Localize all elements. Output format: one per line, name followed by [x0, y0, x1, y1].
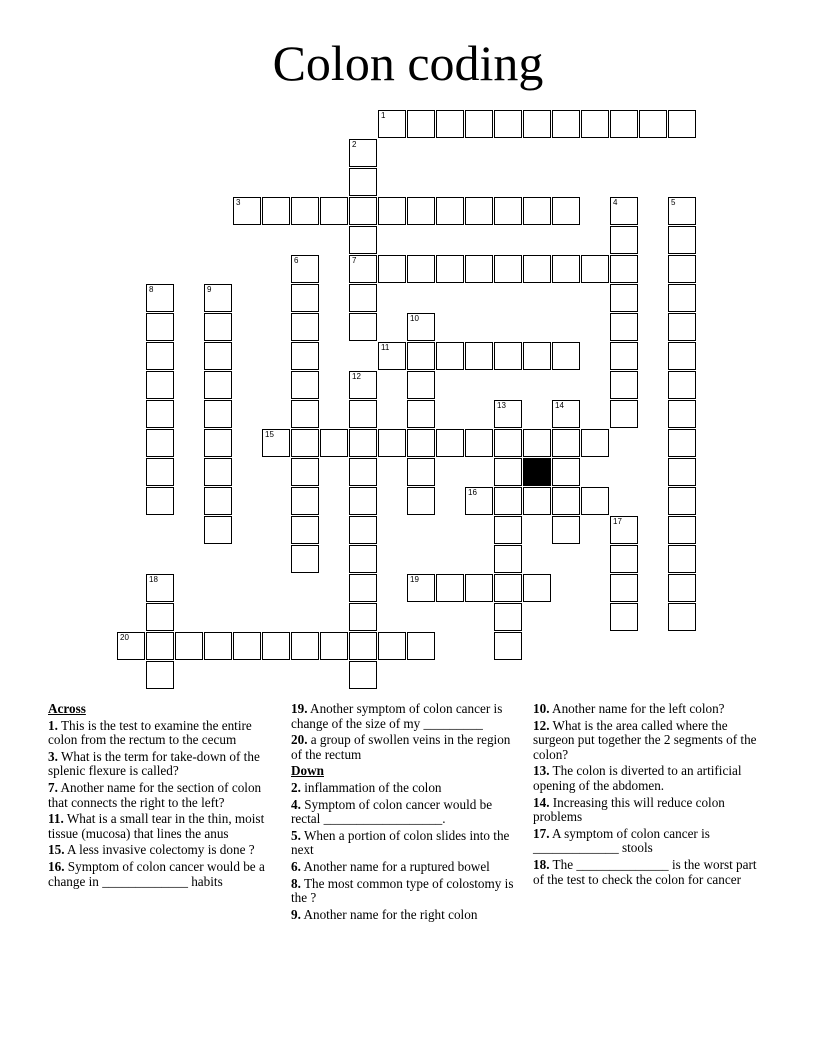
grid-cell[interactable]: [349, 313, 377, 341]
grid-cell[interactable]: [523, 255, 551, 283]
grid-cell[interactable]: [494, 197, 522, 225]
clue-item: [48, 781, 280, 810]
down-clue-list: [291, 781, 523, 922]
grid-cell[interactable]: [291, 313, 319, 341]
clue-item-number: 8.: [291, 875, 301, 891]
clue-item-text: The ______________ is the worst part of the test to check the colon for cancer: [533, 856, 757, 887]
grid-cell[interactable]: [378, 632, 406, 660]
grid-cell[interactable]: [494, 342, 522, 370]
grid-cell[interactable]: [146, 342, 174, 370]
grid-cell[interactable]: [378, 197, 406, 225]
grid-cell[interactable]: [407, 487, 435, 515]
clue-column-1: [48, 702, 280, 891]
clue-item-number: 1.: [48, 717, 58, 733]
clue-number: 18: [149, 575, 158, 584]
grid-cell[interactable]: [494, 429, 522, 457]
grid-cell[interactable]: [378, 110, 406, 138]
grid-cell[interactable]: [291, 342, 319, 370]
grid-cell[interactable]: [146, 603, 174, 631]
grid-cell[interactable]: [349, 197, 377, 225]
grid-cell[interactable]: [436, 110, 464, 138]
clue-item-text: The colon is diverted to an artificial opening of the abdomen.: [533, 763, 742, 793]
clue-item: [533, 796, 765, 825]
clue-item-text: Another name for the left colon?: [549, 701, 725, 716]
clue-item: [48, 812, 280, 841]
grid-cell[interactable]: [146, 574, 174, 602]
grid-cell[interactable]: [349, 632, 377, 660]
grid-cell[interactable]: [146, 487, 174, 515]
grid-cell[interactable]: [668, 313, 696, 341]
black-cell: [523, 458, 551, 486]
grid-cell[interactable]: [639, 110, 667, 138]
grid-cell[interactable]: [668, 371, 696, 399]
clue-item-number: 11.: [48, 811, 64, 827]
clue-item: [291, 908, 523, 923]
grid-cell[interactable]: [494, 110, 522, 138]
clue-number: 2: [352, 140, 357, 149]
clue-item-text: A less invasive colectomy is done ?: [64, 842, 255, 858]
grid-cell[interactable]: [320, 429, 348, 457]
clue-item: [291, 829, 523, 858]
clue-number: 9: [207, 285, 212, 294]
grid-cell[interactable]: [407, 400, 435, 428]
grid-cell[interactable]: [349, 487, 377, 515]
across-clue-list: [48, 719, 280, 890]
grid-cell[interactable]: [494, 574, 522, 602]
grid-cell[interactable]: [146, 429, 174, 457]
grid-cell[interactable]: [204, 400, 232, 428]
grid-cell[interactable]: [581, 255, 609, 283]
clue-item-number: 18.: [533, 856, 550, 872]
grid-cell[interactable]: [262, 632, 290, 660]
grid-cell[interactable]: [349, 603, 377, 631]
grid-cell[interactable]: [465, 487, 493, 515]
grid-cell[interactable]: [146, 371, 174, 399]
grid-cell[interactable]: [349, 545, 377, 573]
clue-item: [291, 781, 523, 796]
clue-item-number: 2.: [291, 779, 301, 795]
clue-number: 4: [613, 198, 618, 207]
grid-cell[interactable]: [407, 255, 435, 283]
clue-item-number: 13.: [533, 763, 550, 779]
grid-cell[interactable]: [349, 168, 377, 196]
clue-item-text: Another name for the section of colon that connects the right to the left?: [48, 779, 262, 810]
grid-cell[interactable]: [204, 487, 232, 515]
clue-number: 3: [236, 198, 241, 207]
grid-cell[interactable]: [204, 284, 232, 312]
clue-item: [291, 733, 523, 762]
clue-item: [533, 827, 765, 856]
grid-cell[interactable]: [378, 255, 406, 283]
grid-cell[interactable]: [291, 487, 319, 515]
grid-cell[interactable]: [436, 255, 464, 283]
grid-cell[interactable]: [610, 284, 638, 312]
clue-item: [533, 719, 765, 763]
down-heading: Down: [291, 763, 324, 779]
grid-cell[interactable]: [291, 255, 319, 283]
grid-cell[interactable]: [552, 255, 580, 283]
clue-item-number: 14.: [533, 794, 550, 810]
grid-cell[interactable]: [668, 545, 696, 573]
grid-cell[interactable]: [494, 458, 522, 486]
grid-cell[interactable]: [146, 313, 174, 341]
grid-cell[interactable]: [146, 400, 174, 428]
grid-cell[interactable]: [349, 226, 377, 254]
grid-cell[interactable]: [436, 429, 464, 457]
across-clue-list-continued: [291, 702, 523, 762]
grid-cell[interactable]: [668, 400, 696, 428]
grid-cell[interactable]: [523, 110, 551, 138]
grid-cell[interactable]: [436, 197, 464, 225]
grid-cell[interactable]: [610, 342, 638, 370]
clue-item-text: What is the term for take-down of the splenic flexure is called?: [48, 748, 260, 779]
grid-cell[interactable]: [494, 545, 522, 573]
grid-cell[interactable]: [291, 545, 319, 573]
across-heading: Across: [48, 701, 86, 716]
grid-cell[interactable]: [146, 284, 174, 312]
grid-cell[interactable]: [465, 197, 493, 225]
clue-item: [533, 858, 765, 887]
puzzle-title: Colon coding: [272, 35, 544, 91]
grid-cell[interactable]: [407, 342, 435, 370]
grid-cell[interactable]: [320, 197, 348, 225]
grid-cell[interactable]: [610, 255, 638, 283]
grid-cell[interactable]: [436, 342, 464, 370]
clue-item-number: 5.: [291, 827, 301, 843]
grid-cell[interactable]: [668, 226, 696, 254]
grid-cell[interactable]: [407, 313, 435, 341]
grid-cell[interactable]: [465, 255, 493, 283]
grid-cell[interactable]: [407, 458, 435, 486]
grid-cell[interactable]: [610, 545, 638, 573]
grid-cell[interactable]: [407, 371, 435, 399]
grid-cell[interactable]: [610, 371, 638, 399]
grid-cell[interactable]: [610, 603, 638, 631]
grid-cell[interactable]: [349, 400, 377, 428]
grid-cell[interactable]: [581, 110, 609, 138]
grid-cell[interactable]: [204, 371, 232, 399]
grid-cell[interactable]: [175, 632, 203, 660]
grid-cell[interactable]: [204, 458, 232, 486]
grid-cell[interactable]: [146, 661, 174, 689]
grid-cell[interactable]: [552, 458, 580, 486]
grid-cell[interactable]: [581, 429, 609, 457]
grid-cell[interactable]: [494, 603, 522, 631]
grid-cell[interactable]: [668, 110, 696, 138]
grid-cell[interactable]: [465, 429, 493, 457]
grid-cell[interactable]: [465, 342, 493, 370]
grid-cell[interactable]: [610, 400, 638, 428]
clue-item-text: a group of swollen veins in the region of the rectum: [291, 732, 511, 762]
grid-cell[interactable]: [291, 284, 319, 312]
clue-item-text: What is a small tear in the thin, moist tissue (mucosa) that lines the anus: [48, 811, 265, 841]
grid-cell[interactable]: [204, 342, 232, 370]
grid-cell[interactable]: [668, 458, 696, 486]
clue-item: [48, 860, 280, 889]
grid-cell[interactable]: [610, 197, 638, 225]
clue-column-2: [291, 702, 523, 924]
grid-cell[interactable]: [349, 139, 377, 167]
clue-item-text: Symptom of colon cancer would be a change in _____________ habits: [48, 858, 265, 889]
clue-item-text: What is the area called where the surgeon put together the 2 segments of the colon?: [533, 717, 757, 762]
grid-cell[interactable]: [668, 574, 696, 602]
grid-cell[interactable]: [349, 458, 377, 486]
grid-cell[interactable]: [465, 574, 493, 602]
clue-item-number: 6.: [291, 858, 301, 874]
grid-cell[interactable]: [552, 516, 580, 544]
grid-cell[interactable]: [668, 429, 696, 457]
grid-cell[interactable]: [262, 429, 290, 457]
grid-cell[interactable]: [349, 574, 377, 602]
clue-number: 7: [352, 256, 357, 265]
grid-cell[interactable]: [523, 487, 551, 515]
grid-cell[interactable]: [378, 342, 406, 370]
clue-number: 12: [352, 372, 361, 381]
grid-cell[interactable]: [610, 226, 638, 254]
grid-cell[interactable]: [668, 516, 696, 544]
clue-item-number: 15.: [48, 842, 65, 858]
clue-item-number: 17.: [533, 825, 550, 841]
clue-number: 14: [555, 401, 564, 410]
clue-item-text: Another symptom of colon cancer is change of the size of my _________: [291, 701, 503, 731]
clue-number: 19: [410, 575, 419, 584]
clue-item-text: This is the test to examine the entire colon from the rectum to the cecum: [48, 717, 252, 748]
grid-cell[interactable]: [291, 400, 319, 428]
clue-number: 13: [497, 401, 506, 410]
grid-cell[interactable]: [581, 487, 609, 515]
grid-cell[interactable]: [407, 197, 435, 225]
clue-item-number: 7.: [48, 779, 58, 795]
grid-cell[interactable]: [552, 342, 580, 370]
clue-item-number: 12.: [533, 717, 550, 733]
clue-item: [533, 702, 765, 717]
grid-cell[interactable]: [552, 197, 580, 225]
clue-item-text: The most common type of colostomy is the ?: [291, 875, 514, 906]
clue-item-text: Symptom of colon cancer would be rectal __________________.: [291, 796, 493, 827]
grid-cell[interactable]: [349, 516, 377, 544]
grid-cell[interactable]: [407, 574, 435, 602]
grid-cell[interactable]: [494, 255, 522, 283]
grid-cell[interactable]: [494, 400, 522, 428]
grid-cell[interactable]: [494, 516, 522, 544]
grid-cell[interactable]: [668, 197, 696, 225]
clue-item-number: 20.: [291, 732, 308, 748]
clue-number: 15: [265, 430, 274, 439]
grid-cell[interactable]: [668, 284, 696, 312]
grid-cell[interactable]: [291, 197, 319, 225]
clue-item-text: Increasing this will reduce colon problems: [533, 794, 725, 825]
grid-cell[interactable]: [668, 255, 696, 283]
grid-cell[interactable]: [436, 574, 464, 602]
grid-cell[interactable]: [668, 487, 696, 515]
grid-cell[interactable]: [291, 458, 319, 486]
grid-cell[interactable]: [610, 574, 638, 602]
grid-cell[interactable]: [552, 429, 580, 457]
grid-cell[interactable]: [349, 255, 377, 283]
grid-cell[interactable]: [291, 429, 319, 457]
grid-cell[interactable]: [291, 632, 319, 660]
grid-cell[interactable]: [407, 429, 435, 457]
grid-cell[interactable]: [465, 110, 493, 138]
grid-cell[interactable]: [291, 371, 319, 399]
clue-item-number: 16.: [48, 858, 65, 874]
grid-cell[interactable]: [349, 284, 377, 312]
grid-cell[interactable]: [668, 342, 696, 370]
grid-cell[interactable]: [494, 487, 522, 515]
grid-cell[interactable]: [610, 516, 638, 544]
clue-item-number: 19.: [291, 701, 308, 716]
grid-cell[interactable]: [378, 429, 406, 457]
clue-item: [291, 860, 523, 875]
grid-cell[interactable]: [204, 516, 232, 544]
clue-item: [48, 843, 280, 858]
clue-item-text: inflammation of the colon: [300, 779, 442, 795]
grid-cell[interactable]: [523, 342, 551, 370]
clue-number: 8: [149, 285, 154, 294]
clue-item-text: Another name for a ruptured bowel: [300, 858, 490, 874]
clue-item: [48, 750, 280, 779]
clue-number: 11: [381, 343, 390, 352]
clue-number: 5: [671, 198, 676, 207]
clue-item-text: Another name for the right colon: [300, 906, 478, 922]
grid-cell[interactable]: [552, 400, 580, 428]
clue-item-text: A symptom of colon cancer is _____________ stools: [533, 825, 710, 856]
grid-cell[interactable]: [610, 313, 638, 341]
grid-cell[interactable]: [523, 429, 551, 457]
grid-cell[interactable]: [523, 197, 551, 225]
grid-cell[interactable]: [407, 110, 435, 138]
grid-cell[interactable]: [349, 371, 377, 399]
clue-number: 6: [294, 256, 299, 265]
grid-cell[interactable]: [204, 429, 232, 457]
clue-item: [291, 877, 523, 906]
clue-item-text: When a portion of colon slides into the next: [291, 827, 510, 858]
grid-cell[interactable]: [523, 574, 551, 602]
grid-cell[interactable]: [552, 110, 580, 138]
grid-cell[interactable]: [233, 197, 261, 225]
clue-item: [533, 764, 765, 793]
clue-item: [291, 702, 523, 731]
grid-cell[interactable]: [117, 632, 145, 660]
grid-cell[interactable]: [146, 632, 174, 660]
grid-cell[interactable]: [233, 632, 261, 660]
clue-number: 16: [468, 488, 477, 497]
grid-cell[interactable]: [204, 313, 232, 341]
clue-item-number: 9.: [291, 906, 301, 922]
clue-number: 17: [613, 517, 622, 526]
grid-cell[interactable]: [146, 458, 174, 486]
grid-cell[interactable]: [349, 429, 377, 457]
clue-number: 1: [381, 111, 386, 120]
grid-cell[interactable]: [407, 632, 435, 660]
grid-cell[interactable]: [262, 197, 290, 225]
grid-cell[interactable]: [349, 661, 377, 689]
down-clue-list-continued: [533, 702, 765, 887]
clue-item: [291, 798, 523, 827]
clue-item: [48, 719, 280, 748]
clue-column-3: [533, 702, 765, 889]
grid-cell[interactable]: [552, 487, 580, 515]
grid-cell[interactable]: [668, 603, 696, 631]
clue-item-number: 3.: [48, 748, 58, 764]
clue-item-number: 4.: [291, 796, 301, 812]
grid-cell[interactable]: [494, 632, 522, 660]
clue-item-number: 10.: [533, 701, 550, 716]
grid-cell[interactable]: [291, 516, 319, 544]
clue-number: 10: [410, 314, 419, 323]
grid-cell[interactable]: [610, 110, 638, 138]
grid-cell[interactable]: [204, 632, 232, 660]
grid-cell[interactable]: [320, 632, 348, 660]
clue-number: 20: [120, 633, 129, 642]
